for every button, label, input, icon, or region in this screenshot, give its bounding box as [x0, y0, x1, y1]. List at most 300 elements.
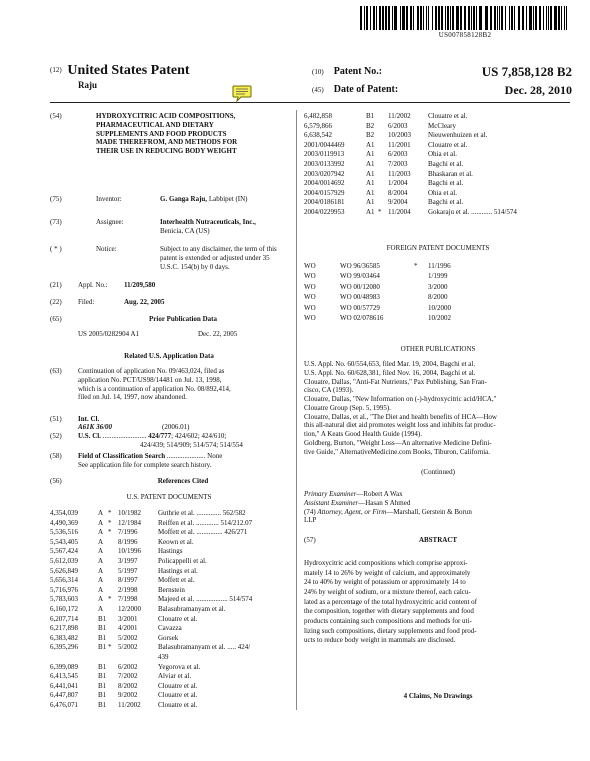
ref-date: 4/2001 — [118, 624, 138, 633]
barcode-bar — [373, 6, 375, 30]
ref-kind: A1 — [366, 150, 375, 159]
ref-kind: A — [98, 509, 104, 517]
ref-date: 10/1996 — [118, 547, 141, 556]
ref-date: 1/2004 — [388, 179, 408, 188]
ref-number: 2003/0207942 — [304, 169, 345, 178]
reference-row — [304, 189, 572, 199]
ref-kind: A1 — [366, 169, 375, 178]
ref-name: Bernstein — [158, 585, 185, 594]
notice-line: patent is extended or adjusted under 35 — [160, 253, 270, 262]
foreign-date: 10/2000 — [428, 303, 451, 312]
reference-row — [50, 701, 290, 711]
ref-number: 6,217,898 — [50, 624, 78, 633]
ref-cited-mark — [378, 179, 388, 189]
reference-row — [50, 586, 290, 596]
ref-kind: A — [98, 518, 104, 527]
ref-name: Moffett et al. ............... 426/271 — [158, 528, 248, 537]
ref-cited-mark — [108, 624, 118, 634]
ref-cited-mark — [108, 653, 118, 663]
ref-number: 2004/0229953 — [304, 207, 345, 216]
reference-row — [50, 567, 290, 577]
barcode-bar — [450, 6, 451, 30]
abstract-line: the composition, together with dietary supplements and food — [304, 607, 474, 616]
notice-text — [160, 245, 277, 271]
barcode — [360, 6, 570, 30]
ref-cited-mark — [108, 557, 118, 567]
filed-label: Filed: — [78, 298, 95, 306]
reference-row — [304, 141, 572, 151]
ref-kind: A1 — [366, 198, 375, 207]
foreign-date: 10/2002 — [428, 313, 451, 322]
code-45: (45) — [312, 86, 324, 94]
other-pub-line: cisco, CA (1993). — [304, 386, 354, 395]
ref-name: Ohia et al. — [428, 188, 457, 197]
ref-number: 4,354,039 — [50, 509, 78, 517]
ref-cited-mark — [378, 198, 388, 208]
field-search-dots: ...................... — [165, 452, 208, 460]
abstract-text — [304, 559, 572, 646]
ref-number: 6,579,866 — [304, 121, 332, 130]
ref-cited-mark: * — [108, 643, 112, 652]
invention-title — [96, 112, 237, 156]
title-line: HYDROXYCITRIC ACID COMPOSITIONS, — [96, 112, 236, 120]
ref-cited-mark — [378, 122, 388, 132]
appl-no-field — [50, 281, 155, 290]
ref-number: 2004/0157929 — [304, 188, 345, 197]
ref-cited-mark: * — [108, 528, 112, 537]
date-of-patent-label: Date of Patent: — [333, 84, 399, 95]
us-cl-field — [50, 432, 290, 450]
related-line: Continuation of application No. 09/463,024, filed as — [78, 367, 225, 375]
other-pubs-text — [304, 360, 572, 456]
barcode-bar — [514, 6, 515, 30]
barcode-bar — [435, 6, 437, 30]
barcode-bar — [468, 6, 470, 30]
ref-kind: B1 — [98, 662, 107, 671]
foreign-doc-row — [304, 304, 474, 314]
assignee-code: (73) — [50, 218, 62, 226]
ref-cited-mark: * — [378, 207, 382, 216]
ref-kind: B1 — [98, 614, 107, 623]
prior-pub-row — [50, 330, 288, 339]
ref-cited-mark — [108, 538, 118, 548]
foreign-doc-row — [304, 283, 474, 293]
ref-date: 7/1998 — [118, 595, 138, 604]
filed-field — [50, 298, 164, 307]
abstract-line: 24% by weight of sodium, or a mixture thereof, each calcu- — [304, 587, 471, 596]
barcode-bar — [413, 6, 414, 30]
ref-cited-mark — [108, 586, 118, 596]
ref-cited-mark: * — [108, 518, 112, 527]
ref-kind: A1 — [366, 188, 375, 197]
us-references-continued — [304, 112, 572, 218]
appl-code: (21) — [50, 281, 62, 289]
ref-date: 8/1997 — [118, 576, 138, 585]
other-pub-line: Clouatre, Dallas, "New Information on (-)-hydroxycitric acid/HCA," — [304, 395, 497, 403]
comment-note-icon[interactable] — [232, 85, 252, 102]
inventor-name: G. Ganga Raju, — [160, 195, 208, 203]
barcode-bar — [370, 6, 371, 30]
field-search-label: Field of Classification Search — [78, 452, 166, 460]
related-line: application No. PCT/US98/14481 on Jul. 13, 1998, — [78, 375, 222, 384]
barcode-bar — [447, 6, 449, 30]
ref-name: Gorsek — [158, 633, 179, 642]
ref-cited-mark — [378, 160, 388, 170]
ref-kind: B1 — [98, 633, 107, 642]
barcode-bar — [366, 6, 368, 30]
barcode-bar — [522, 6, 524, 30]
foreign-number: WO 00/12080 — [340, 282, 380, 291]
foreign-cited-mark: * — [414, 262, 418, 270]
continued-label: (Continued) — [421, 468, 455, 476]
reference-row — [304, 112, 572, 122]
barcode-bar — [364, 6, 365, 30]
ref-name: Bhaskaran et al. — [428, 169, 473, 178]
barcode-bar — [428, 6, 429, 30]
reference-row — [50, 663, 290, 673]
notice-code: ( * ) — [50, 245, 62, 253]
barcode-bar — [379, 6, 381, 30]
ref-number: 6,399,089 — [50, 662, 78, 671]
foreign-cited-mark — [414, 314, 428, 324]
ref-date: 3/2001 — [118, 614, 138, 623]
ref-kind: A1 — [366, 140, 375, 149]
barcode-bar — [505, 6, 506, 30]
foreign-number: WO 99/03464 — [340, 272, 380, 281]
ref-number: 6,160,172 — [50, 604, 78, 613]
assistant-examiner-name: —Hasan S Ahmed — [358, 498, 411, 507]
reference-row — [50, 682, 290, 692]
ref-kind: B1 — [366, 112, 375, 120]
ref-number: 2004/0014692 — [304, 179, 345, 188]
ref-number: 6,482,858 — [304, 112, 332, 120]
foreign-country: WO — [304, 262, 316, 270]
barcode-bar — [445, 6, 446, 30]
foreign-date: 1/1999 — [428, 272, 448, 281]
reference-row — [50, 691, 290, 701]
ref-name: Reiffen et al. ............. 514/212.07 — [158, 518, 253, 527]
ref-name: McCleary — [428, 121, 456, 130]
abstract-heading: ABSTRACT — [418, 536, 458, 544]
barcode-bar — [406, 6, 408, 30]
ref-kind: A — [98, 566, 104, 575]
other-pub-line: tion," A Keats Good Health Guide (1994). — [304, 430, 422, 438]
reference-row — [50, 595, 290, 605]
inventor-field — [50, 195, 248, 204]
header-divider — [50, 102, 570, 103]
ref-cited-mark — [108, 615, 118, 625]
appl-label: Appl. No.: — [78, 281, 108, 289]
examiners-block — [304, 490, 572, 525]
barcode-bar — [485, 6, 488, 30]
ref-cited-mark — [108, 663, 118, 673]
ref-date: 9/2002 — [118, 691, 138, 700]
attorney-name: —Marshall, Gerstein & Borun — [386, 507, 472, 516]
patent-number: US 7,858,128 B2 — [481, 64, 572, 79]
ref-kind: A — [98, 556, 104, 565]
ref-kind: A — [98, 547, 104, 556]
ref-name: Policappelli et al. — [158, 556, 207, 565]
barcode-bar — [464, 6, 466, 30]
ref-date: 11/2002 — [118, 700, 141, 709]
barcode-bar — [501, 6, 503, 30]
us-cl-main: 424/777 — [148, 432, 172, 440]
barcode-number: US007858128B2 — [438, 31, 492, 39]
foreign-doc-row — [304, 272, 474, 282]
reference-row — [50, 605, 290, 615]
ref-name: Clouatre et al. — [428, 140, 468, 149]
patent-number-row — [312, 66, 572, 79]
ref-kind: A — [98, 604, 104, 613]
barcode-bar — [410, 6, 412, 30]
ref-number: 5,716,976 — [50, 585, 78, 594]
barcode-bar — [426, 6, 427, 30]
reference-row — [304, 160, 572, 170]
ref-number: 5,783,603 — [50, 595, 78, 604]
barcode-bar — [546, 6, 547, 30]
assistant-examiner-label: Assistant Examiner — [304, 498, 359, 507]
abstract-line: 24 to 40% by weight of potassium or approximately 14 to — [304, 578, 466, 587]
prior-pub-heading: Prior Publication Data — [149, 315, 217, 323]
reference-row — [304, 198, 572, 208]
reference-row — [50, 528, 290, 538]
other-pub-line: Clouatre Group (Sep. 5, 1995). — [304, 403, 391, 412]
ref-number: 5,536,516 — [50, 528, 78, 537]
barcode-bar — [471, 6, 472, 30]
filed-date: Aug. 22, 2005 — [124, 298, 165, 306]
patent-type-title: United States Patent — [67, 63, 190, 78]
ref-number: 6,383,482 — [50, 633, 78, 642]
field-search-value: None — [207, 452, 223, 460]
barcode-bar — [388, 6, 390, 30]
date-of-patent: Dec. 28, 2010 — [504, 83, 572, 97]
barcode-bar — [533, 6, 534, 30]
ref-date: 2/1998 — [118, 585, 138, 594]
ref-number: 4,490,369 — [50, 518, 78, 527]
reference-row — [304, 131, 572, 141]
reference-row — [304, 170, 572, 180]
abstract-line: products containing such compositions and methods for uti- — [304, 616, 472, 625]
us-cl-code: (52) — [50, 432, 62, 440]
assignee-name: Interhealth Nutraceuticals, Inc., — [160, 218, 256, 226]
ref-date — [118, 653, 158, 663]
abstract-line: lated as a percentage of the total hydroxycitric acid content of — [304, 597, 477, 606]
us-patent-docs-heading: U.S. PATENT DOCUMENTS — [126, 493, 212, 501]
ref-number: 6,638,542 — [304, 131, 332, 140]
field-search-note: See application file for complete search history. — [78, 460, 212, 469]
us-cl-dots: ......................... — [100, 432, 149, 440]
ref-number: 5,543,405 — [50, 537, 78, 546]
ref-cited-mark: * — [108, 509, 112, 517]
int-cl-class: A61K 36/00 — [78, 423, 113, 431]
ref-name: Cavazza — [158, 624, 182, 633]
barcode-bar — [539, 6, 541, 30]
other-pub-line: U.S. Appl. No. 60/628,381, filed Nov. 16, 2004, Bagchi et al. — [304, 368, 476, 377]
inventor-code: (75) — [50, 195, 62, 203]
foreign-date: 3/2000 — [428, 282, 448, 291]
foreign-cited-mark — [414, 293, 428, 303]
ref-number: 6,395,296 — [50, 643, 78, 652]
ref-cited-mark — [108, 576, 118, 586]
barcode-bar — [392, 6, 393, 30]
appl-number: 11/209,580 — [124, 281, 156, 289]
foreign-number: WO 00/57729 — [340, 303, 380, 312]
ref-date: 7/1996 — [118, 528, 138, 537]
foreign-docs-list — [304, 262, 474, 324]
barcode-bar — [511, 6, 513, 30]
ref-kind: A — [98, 576, 104, 585]
ref-name: Yegorova et al. — [158, 662, 201, 671]
barcode-bar — [382, 6, 384, 30]
code-12: (12) — [50, 66, 62, 74]
prior-pub-number: US 2005/0282904 A1 — [78, 330, 140, 338]
abstract-line: mately 14 to 26% by weight of calcium, and approximately — [304, 568, 471, 577]
field-of-search — [50, 452, 290, 470]
prior-pub-heading-row — [50, 315, 288, 324]
reference-row — [50, 672, 290, 682]
reference-row — [50, 624, 290, 634]
primary-examiner-name: —Robert A Wax — [356, 490, 403, 498]
ref-date: 6/2003 — [388, 150, 408, 159]
foreign-country: WO — [304, 293, 316, 302]
ref-cited-mark — [378, 170, 388, 180]
ref-cited-mark — [378, 150, 388, 160]
barcode-bar — [423, 6, 424, 30]
barcode-bar — [518, 6, 520, 30]
int-cl-code: (51) — [50, 415, 62, 423]
other-pub-line: U.S. Appl. No. 60/554,653, filed Mar. 19, 2004, Bagchi et al. — [304, 360, 476, 368]
ref-cited-mark — [378, 189, 388, 199]
ref-name: Hastings et al. — [158, 566, 198, 575]
barcode-bar — [550, 6, 552, 30]
ref-date: 11/2004 — [388, 207, 411, 216]
ref-date: 6/2002 — [118, 662, 138, 671]
prior-code: (65) — [50, 315, 62, 323]
ref-name: Clouatre et al. — [158, 700, 198, 709]
foreign-docs-heading: FOREIGN PATENT DOCUMENTS — [386, 244, 490, 252]
field-search-code: (58) — [50, 452, 62, 460]
foreign-country: WO — [304, 313, 316, 322]
ref-name: Moffett et al. — [158, 576, 195, 585]
barcode-bar — [490, 6, 492, 30]
ref-date: 11/2002 — [388, 112, 411, 120]
references-heading-row — [50, 477, 288, 486]
ref-number: 2004/0186181 — [304, 198, 345, 207]
other-pub-line: Goldberg, Burton, "Weight Loss—An alternative Medicine Defini- — [304, 438, 492, 447]
inventor-location: Labbipet (IN) — [207, 195, 248, 203]
ref-kind: A — [98, 528, 104, 537]
barcode-bar — [417, 6, 419, 30]
reference-row — [50, 538, 290, 548]
foreign-date: 8/2000 — [428, 293, 448, 302]
reference-row — [50, 615, 290, 625]
ref-number: 2001/0044469 — [304, 140, 345, 149]
ref-date: 10/2003 — [388, 131, 411, 140]
notice-label: Notice: — [96, 245, 117, 253]
related-line: filed on Jul. 14, 1997, now abandoned. — [78, 393, 187, 402]
ref-number: 2003/0119913 — [304, 150, 345, 159]
barcode-bar — [526, 6, 527, 30]
ref-number: 6,447,807 — [50, 691, 78, 700]
inventor-label: Inventor: — [96, 195, 122, 203]
ref-kind: B1 — [98, 672, 107, 681]
us-cl-line2: 424/439; 514/909; 514/574; 514/554 — [140, 440, 243, 449]
int-cl-year: (2006.01) — [162, 423, 190, 431]
foreign-doc-row — [304, 293, 474, 303]
barcode-bar — [499, 6, 500, 30]
related-app-heading: Related U.S. Application Data — [124, 352, 214, 360]
barcode-bar — [376, 6, 377, 30]
related-code: (63) — [50, 367, 62, 375]
ref-kind: B2 — [366, 131, 375, 140]
reference-row — [50, 653, 290, 663]
ref-number: 6,476,071 — [50, 700, 78, 709]
barcode-bar — [564, 6, 565, 30]
related-app-text — [78, 367, 231, 402]
reference-row — [304, 179, 572, 189]
barcode-bar — [402, 6, 405, 30]
ref-name: Majeed et al. .................. 514/574 — [158, 595, 253, 604]
ref-date: 9/2004 — [388, 198, 408, 207]
ref-date: 8/1996 — [118, 537, 138, 546]
ref-cited-mark — [108, 691, 118, 701]
ref-number — [50, 653, 98, 663]
barcode-bar — [494, 6, 496, 30]
int-cl-value-row — [50, 423, 189, 432]
right-column — [304, 112, 572, 700]
ref-date: 5/2002 — [118, 643, 138, 652]
ref-date: 5/2002 — [118, 633, 138, 642]
ref-name: Alviar et al. — [158, 672, 192, 681]
barcode-bar — [479, 6, 482, 30]
barcode-bar — [509, 6, 510, 30]
ref-kind: B1 — [98, 624, 107, 633]
foreign-country: WO — [304, 272, 316, 281]
ref-name: Clouatre et al. — [158, 691, 198, 700]
code-10: (10) — [312, 68, 324, 76]
foreign-cited-mark — [414, 304, 428, 314]
ref-number: 6,441,041 — [50, 681, 78, 690]
ref-cited-mark — [378, 131, 388, 141]
attorney-label: Attorney, Agent, or Firm — [317, 507, 387, 516]
reference-row — [304, 122, 572, 132]
ref-cited-mark — [108, 567, 118, 577]
barcode-bar — [554, 6, 557, 30]
reference-row — [50, 634, 290, 644]
barcode-bar — [460, 6, 462, 30]
ref-name: Hastings — [158, 547, 183, 556]
notice-line: Subject to any disclaimer, the term of this — [160, 245, 277, 253]
ref-name: Clouatre et al. — [428, 112, 468, 120]
related-app-field — [50, 367, 231, 402]
barcode-bar — [529, 6, 532, 30]
ref-cited-mark — [108, 701, 118, 711]
assignee-location: Benicia, CA (US) — [160, 226, 210, 235]
ref-cited-mark — [108, 634, 118, 644]
barcode-bar — [385, 6, 387, 30]
abstract-code: (57) — [304, 536, 316, 544]
ref-date: 12/1984 — [118, 518, 141, 527]
other-pub-line: this all-natural diet aid promotes weight loss and inhibits fat produc- — [304, 421, 496, 430]
ref-kind: A — [98, 537, 104, 546]
barcode-bar — [400, 6, 401, 30]
ref-kind: B1 — [98, 700, 107, 709]
ref-name: 439 — [158, 652, 169, 661]
reference-row — [50, 643, 290, 653]
us-cl-rest: ; 424/602; 424/610; — [171, 432, 227, 440]
ref-kind — [98, 653, 108, 663]
claims-summary: 4 Claims, No Drawings — [403, 692, 473, 700]
